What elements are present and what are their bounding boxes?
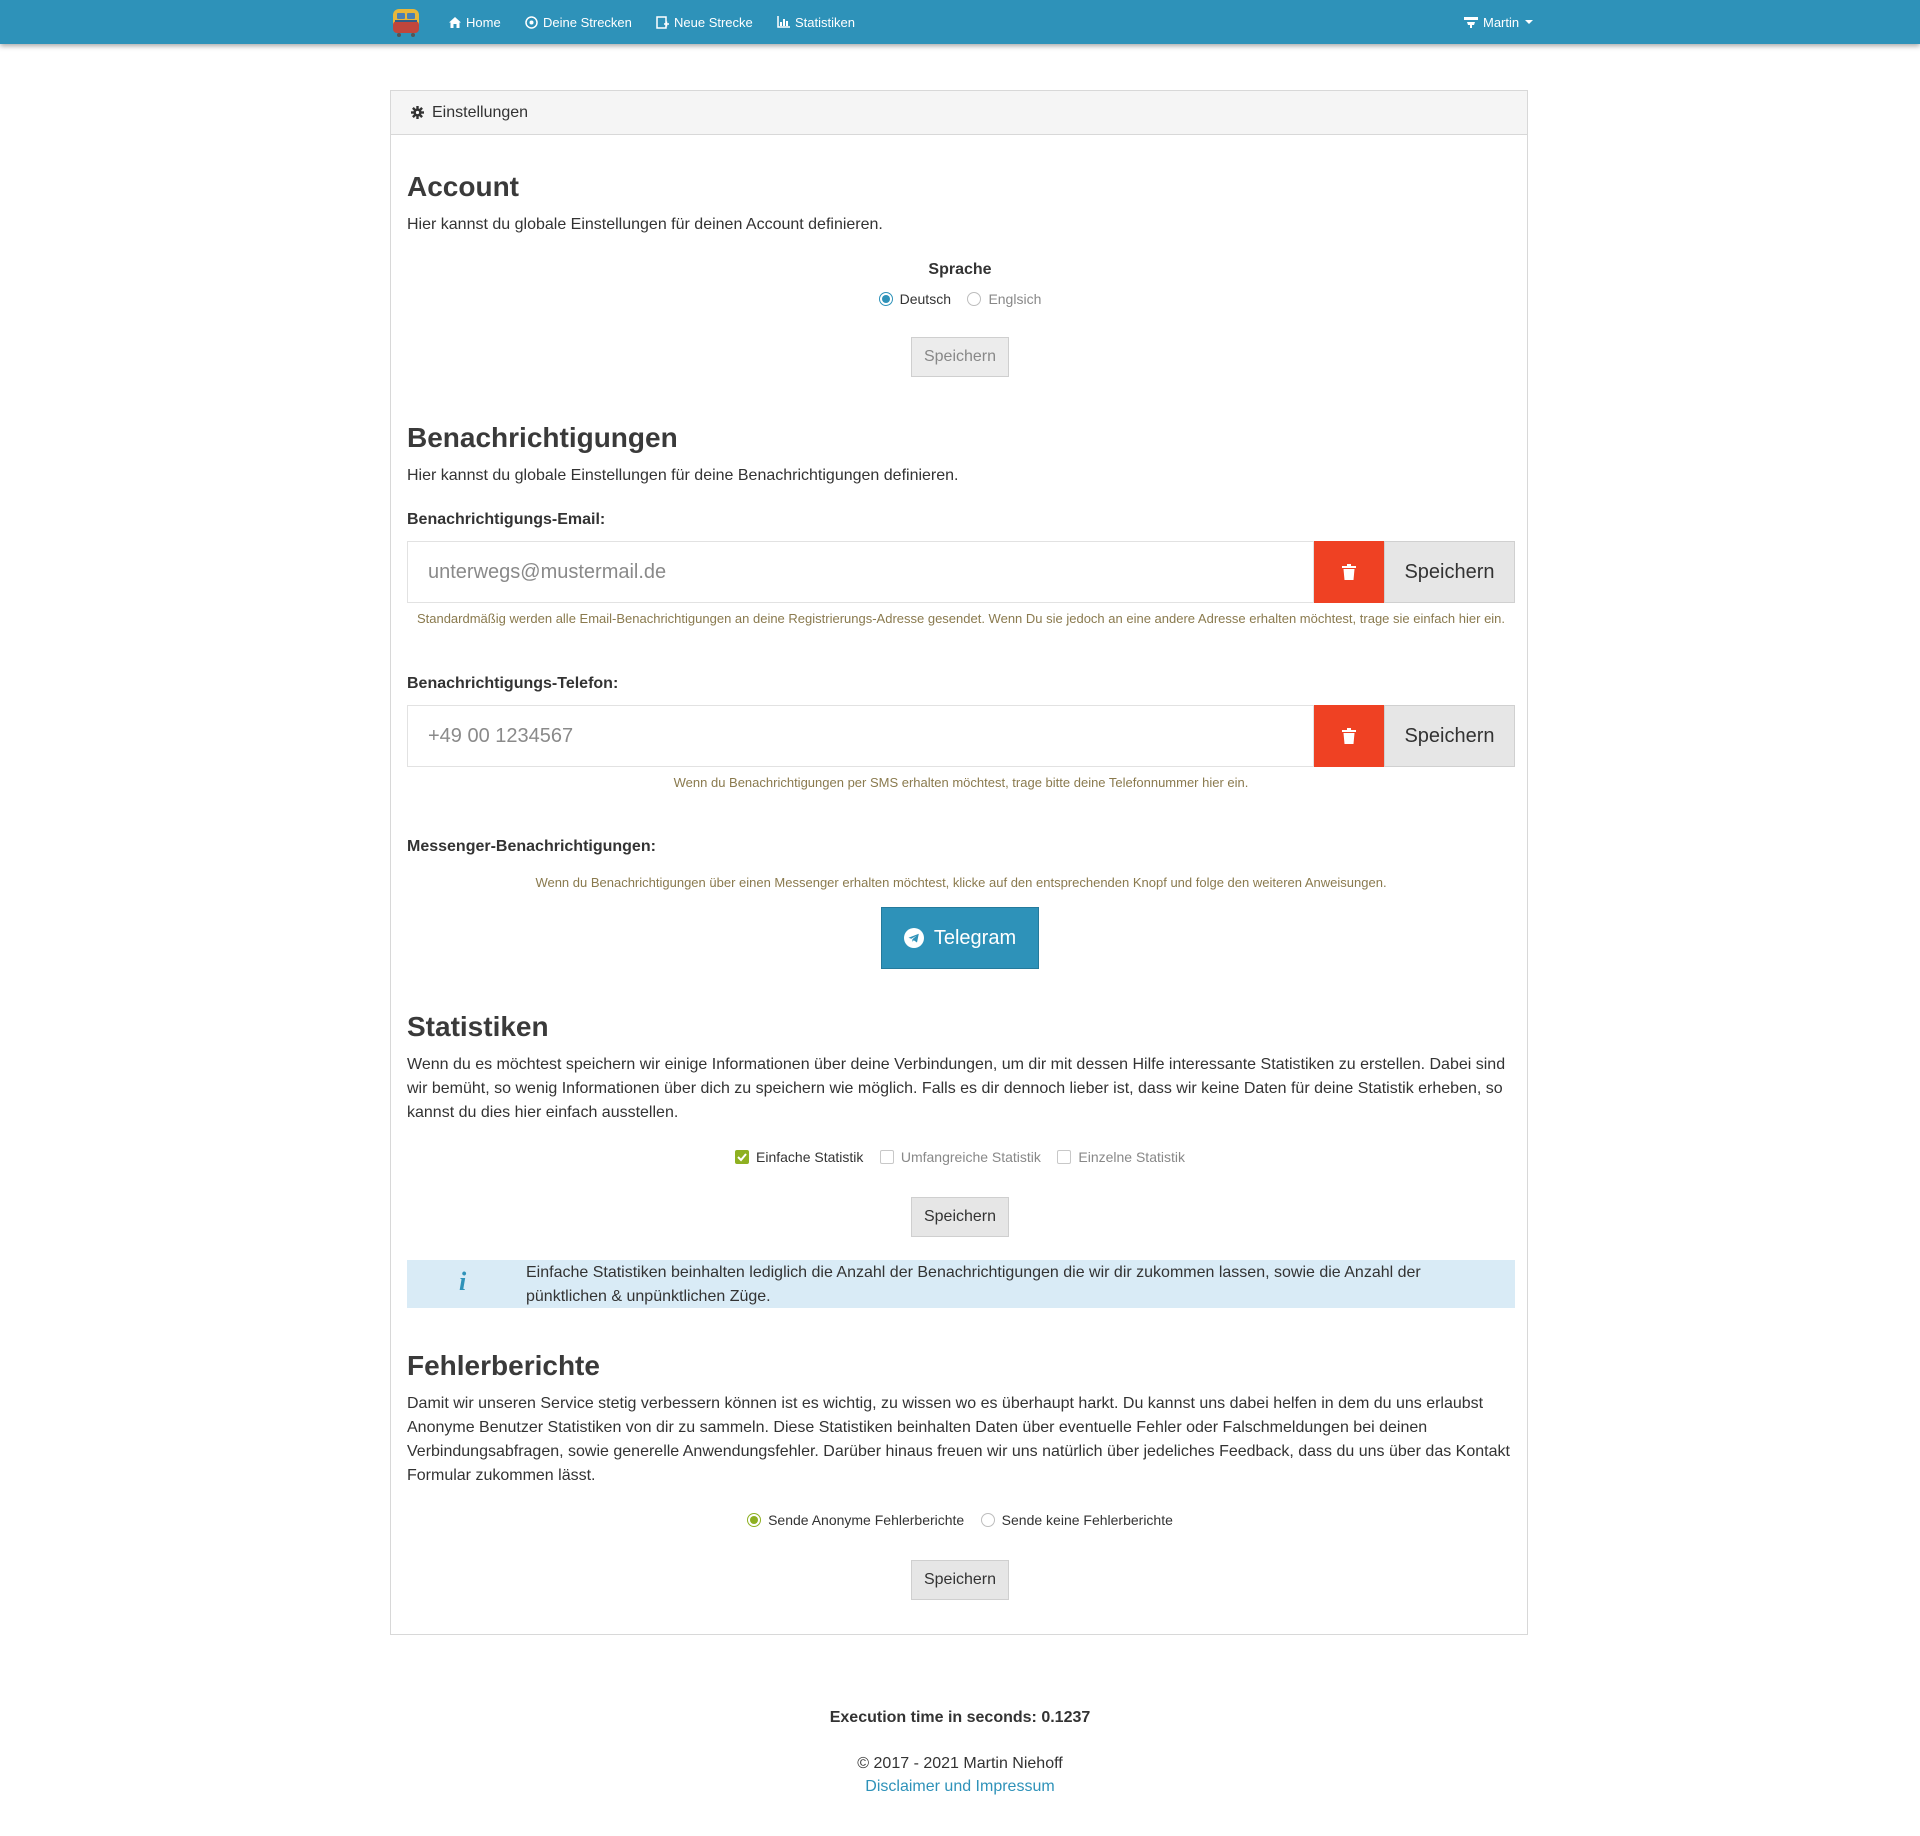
messenger-label: Messenger-Benachrichtigungen: bbox=[407, 838, 656, 855]
copyright: © 2017 - 2021 Martin Niehoff bbox=[857, 1755, 1063, 1772]
phone-save-button[interactable]: Speichern bbox=[1384, 705, 1515, 767]
phone-delete-button[interactable] bbox=[1314, 705, 1384, 767]
execution-time-label: Execution time in seconds: bbox=[829, 1709, 1037, 1726]
email-field[interactable] bbox=[407, 541, 1314, 603]
statistics-info-text: Einfache Statistiken beinhalten lediglich die Anzahl der Benachrichtigungen die wir dir zukommen lassen, sowie die Anzahl der pünktlichen & unpünktlichen Züge. bbox=[526, 1264, 1421, 1305]
routes-icon bbox=[525, 16, 538, 29]
telegram-label: Telegram bbox=[933, 926, 1017, 949]
phone-label: Benachrichtigungs-Telefon: bbox=[407, 675, 619, 692]
language-radio-englisch[interactable] bbox=[967, 292, 981, 306]
nav-new-route-label: Neue Strecke bbox=[674, 14, 753, 30]
nav-stats[interactable] bbox=[777, 0, 855, 44]
notifications-description: Hier kannst du globale Einstellungen für deine Benachrichtigungen definieren. bbox=[407, 467, 959, 484]
account-save-button[interactable]: Speichern bbox=[911, 337, 1009, 377]
errors-option-send[interactable]: Sende Anonyme Fehlerberichte bbox=[747, 1512, 964, 1528]
errors-description: Damit wir unseren Service stetig verbessern können ist es wichtig, zu wissen wo es überhaupt harkt. Du kannst uns dabei helfen in dem du uns erlaubst Anonyme Benutzer Statistiken von dir zu sammeln. Diese Statistiken beinhalten Daten über eventuelle Fehler oder Falschmeldungen bei deinen Verbindungsabfragen, sowie generelle Anwendungsfehler. Darüber hinaus freuen wir uns natürlich über jedeliches Feedback, dass du uns über das Kontakt Formular zukommen lässt. bbox=[407, 1395, 1510, 1484]
nav-home-label: Home bbox=[466, 14, 501, 30]
language-radio-deutsch[interactable] bbox=[879, 292, 893, 306]
home-icon bbox=[449, 17, 461, 28]
language-label: Sprache bbox=[928, 261, 992, 278]
footer-links bbox=[0, 1778, 1920, 1796]
errors-options bbox=[391, 1512, 1529, 1532]
statistics-heading: Statistiken bbox=[407, 1011, 549, 1042]
statistics-save-button[interactable]: Speichern bbox=[911, 1197, 1009, 1237]
nav-new-route[interactable] bbox=[656, 0, 753, 44]
phone-help-text: Wenn du Benachrichtigungen per SMS erhalten möchtest, trage bitte deine Telefonnummer hier ein. bbox=[673, 775, 1249, 790]
phone-field[interactable] bbox=[407, 705, 1314, 767]
errors-option-none[interactable]: Sende keine Fehlerberichte bbox=[981, 1512, 1173, 1528]
language-option-englisch[interactable]: Englsich bbox=[967, 291, 1041, 307]
checkmark-icon bbox=[736, 1151, 748, 1163]
statistics-description: Wenn du es möchtest speichern wir einige Informationen über deine Verbindungen, um dir mit dessen Hilfe interessante Statistiken zu erstellen. Dabei sind wir bemüht, so wenig Informationen über dich zu speichern wie möglich. Falls es dir dennoch lieber ist, dass wir keine Daten für deine Statistik erheben, so kannst du dies hier einfach ausstellen. bbox=[407, 1056, 1506, 1121]
messenger-help-text: Wenn du Benachrichtigungen über einen Messenger erhalten möchtest, klicke auf den entsprechenden Knopf und folge den weiteren Anweisungen. bbox=[535, 875, 1387, 890]
account-heading: Account bbox=[407, 171, 519, 202]
panel-header bbox=[391, 91, 1527, 135]
info-icon: i bbox=[459, 1267, 467, 1296]
telegram-button[interactable] bbox=[881, 907, 1039, 969]
nav-routes[interactable] bbox=[525, 0, 632, 44]
email-help-text: Standardmäßig werden alle Email-Benachrichtigungen an deine Registrierungs-Adresse gesendet. Wenn Du sie jedoch an eine andere Adresse erhalten möchtest, trage sie einfach hier ein. bbox=[416, 611, 1506, 626]
new-route-icon bbox=[656, 16, 669, 29]
stat-option-single[interactable]: Einzelne Statistik bbox=[1057, 1149, 1185, 1165]
chevron-down-icon bbox=[1525, 20, 1533, 24]
statistics-options bbox=[391, 1149, 1529, 1169]
gear-icon bbox=[411, 106, 424, 119]
email-delete-button[interactable] bbox=[1314, 541, 1384, 603]
stat-checkbox-simple[interactable] bbox=[735, 1150, 749, 1164]
stats-icon bbox=[777, 16, 790, 28]
language-options bbox=[391, 291, 1529, 311]
user-icon bbox=[1464, 16, 1478, 28]
disclaimer-link[interactable]: Disclaimer und Impressum bbox=[865, 1778, 1055, 1795]
user-menu[interactable] bbox=[1464, 0, 1533, 44]
email-save-button[interactable]: Speichern bbox=[1384, 541, 1515, 603]
errors-save-button[interactable]: Speichern bbox=[911, 1560, 1009, 1600]
phone-input-group bbox=[407, 705, 1515, 767]
trash-icon bbox=[1342, 728, 1356, 744]
navbar bbox=[0, 0, 1920, 44]
language-option-deutsch[interactable]: Deutsch bbox=[879, 291, 951, 307]
trash-icon bbox=[1342, 564, 1356, 580]
stat-checkbox-extensive[interactable] bbox=[880, 1150, 894, 1164]
stat-checkbox-single[interactable] bbox=[1057, 1150, 1071, 1164]
telegram-icon bbox=[904, 928, 924, 948]
nav-home[interactable] bbox=[449, 0, 501, 44]
execution-time-value: 0.1237 bbox=[1041, 1709, 1091, 1726]
user-name: Martin bbox=[1483, 14, 1520, 30]
stat-option-extensive[interactable]: Umfangreiche Statistik bbox=[880, 1149, 1041, 1165]
execution-time bbox=[0, 1709, 1920, 1727]
errors-radio-send[interactable] bbox=[747, 1513, 761, 1527]
settings-panel bbox=[390, 90, 1528, 1635]
notifications-heading: Benachrichtigungen bbox=[407, 422, 678, 453]
errors-radio-none[interactable] bbox=[981, 1513, 995, 1527]
stat-option-simple[interactable]: Einfache Statistik bbox=[735, 1149, 863, 1165]
statistics-info-box bbox=[407, 1260, 1515, 1308]
train-logo-icon[interactable] bbox=[392, 7, 420, 37]
errors-heading: Fehlerberichte bbox=[407, 1350, 600, 1381]
email-label: Benachrichtigungs-Email: bbox=[407, 511, 606, 528]
account-description: Hier kannst du globale Einstellungen für deinen Account definieren. bbox=[407, 216, 883, 233]
nav-routes-label: Deine Strecken bbox=[543, 14, 632, 30]
email-input-group bbox=[407, 541, 1515, 603]
nav-stats-label: Statistiken bbox=[795, 14, 855, 30]
panel-title: Einstellungen bbox=[432, 103, 529, 121]
